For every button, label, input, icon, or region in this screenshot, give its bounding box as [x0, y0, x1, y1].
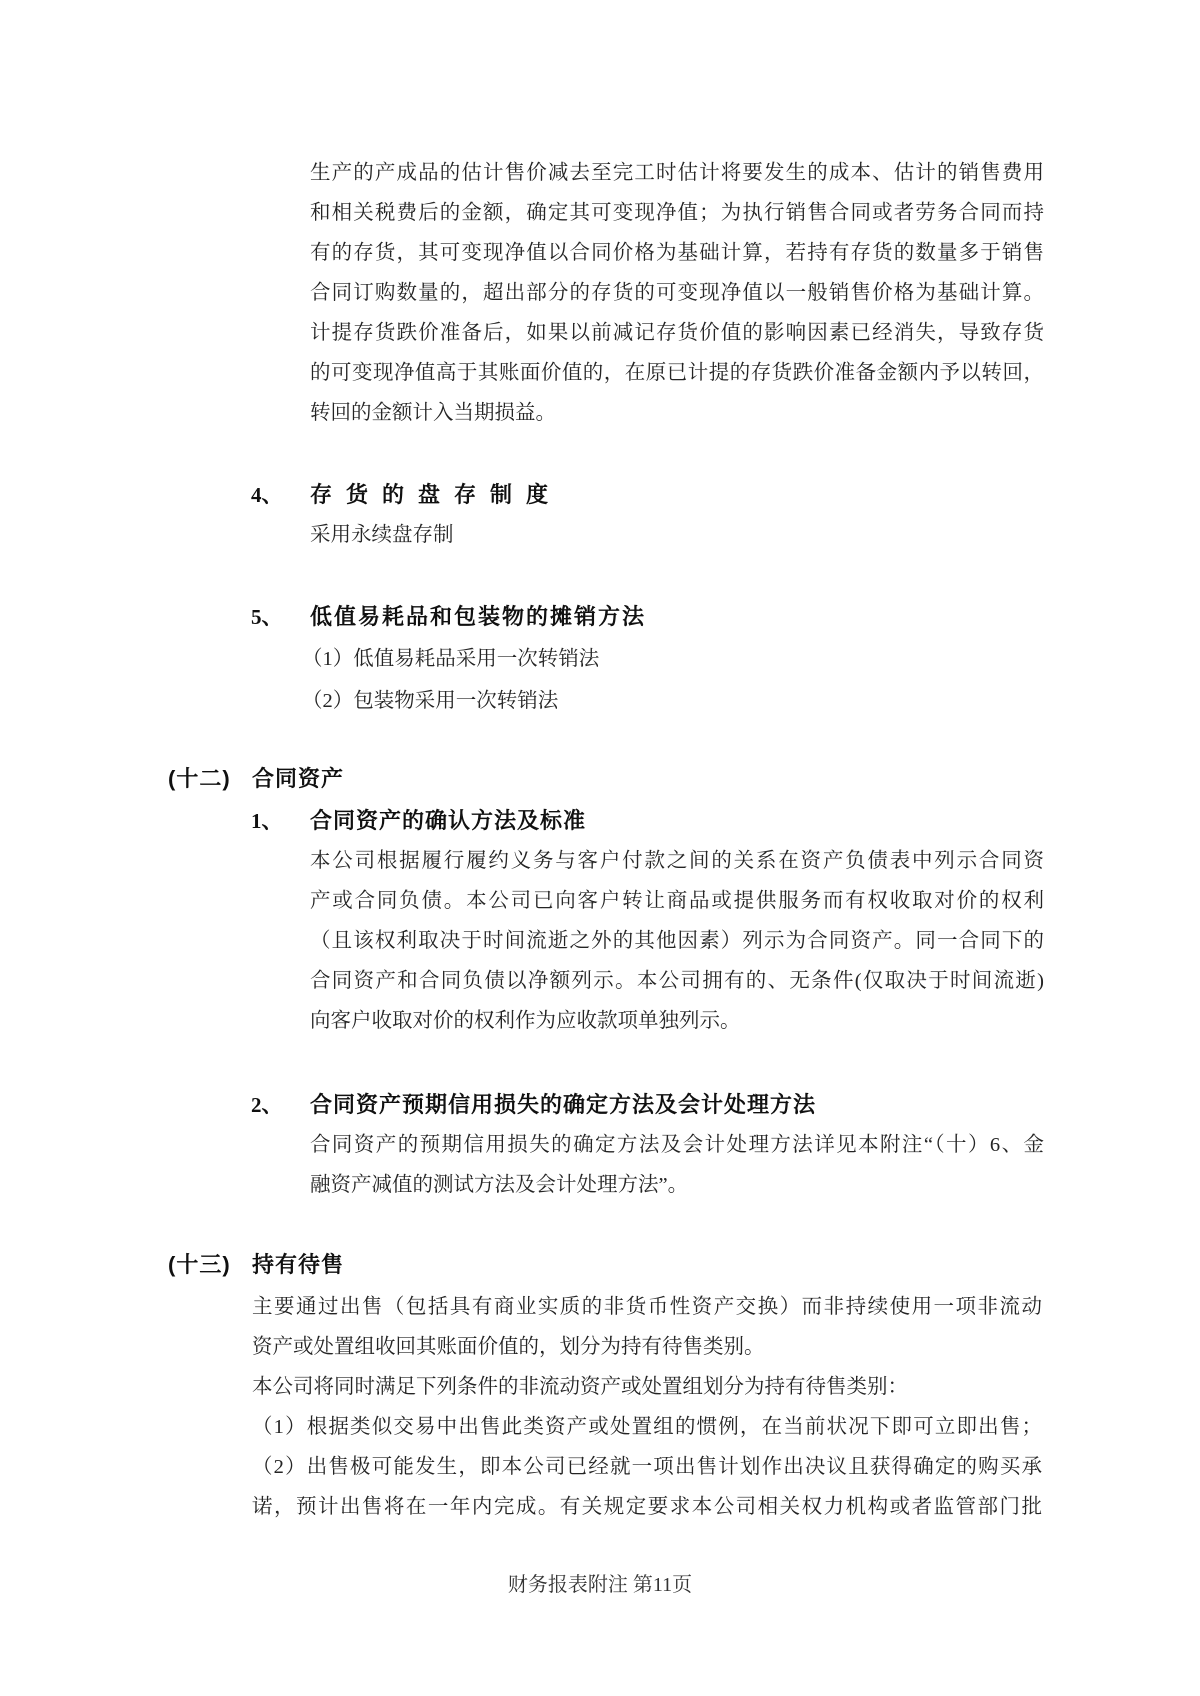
section-number: 1、 [251, 809, 283, 833]
body-line: 产或合同负债。本公司已向客户转让商品或提供服务而有权收取对价的权利 [310, 890, 1044, 912]
body-line: 向客户收取对价的权利作为应收款项单独列示。 [310, 1010, 741, 1032]
body-line: 诺，预计出售将在一年内完成。有关规定要求本公司相关权力机构或者监管部门批 [252, 1496, 1042, 1518]
paragraph-line: 生产的产成品的估计售价减去至完工时估计将要发生的成本、估计的销售费用 [310, 162, 1044, 184]
subsection-title: 合同资产预期信用损失的确定方法及会计处理方法 [310, 1092, 817, 1117]
page-footer: 财务报表附注 第11页 [507, 1574, 693, 1596]
paragraph-line: 转回的金额计入当期损益。 [310, 402, 556, 424]
section-title: 持有待售 [252, 1252, 345, 1277]
paragraph-line: 有的存货，其可变现净值以合同价格为基础计算，若持有存货的数量多于销售 [310, 242, 1044, 264]
paragraph-line: 的可变现净值高于其账面价值的，在原已计提的存货跌价准备金额内予以转回， [310, 362, 1044, 384]
body-line: 合同资产的预期信用损失的确定方法及会计处理方法详见本附注“（十）6、金 [310, 1134, 1044, 1156]
section-title: 低值易耗品和包装物的摊销方法 [310, 604, 647, 629]
section-number: 5、 [251, 605, 283, 629]
body-line: （2）出售极可能发生，即本公司已经就一项出售计划作出决议且获得确定的购买承 [252, 1456, 1042, 1478]
body-line: （且该权利取决于时间流逝之外的其他因素）列示为合同资产。同一合同下的 [310, 930, 1044, 952]
body-line: 采用永续盘存制 [310, 524, 454, 546]
section-number: 2、 [251, 1093, 283, 1117]
body-line: 合同资产和合同负债以净额列示。本公司拥有的、无条件(仅取决于时间流逝) [310, 970, 1044, 992]
body-line: 资产或处置组收回其账面价值的，划分为持有待售类别。 [252, 1336, 765, 1358]
subsection-title: 合同资产的确认方法及标准 [310, 808, 587, 833]
list-item: （2）包装物采用一次转销法 [302, 690, 559, 712]
paragraph-line: 和相关税费后的金额，确定其可变现净值；为执行销售合同或者劳务合同而持 [310, 202, 1044, 224]
section-title: 存货的盘存制度 [310, 482, 563, 507]
list-item: （1）低值易耗品采用一次转销法 [302, 648, 600, 670]
section-number: 4、 [251, 483, 283, 507]
body-line: 融资产减值的测试方法及会计处理方法”。 [310, 1174, 689, 1196]
section-label: (十二) [168, 766, 231, 791]
body-line: 本公司将同时满足下列条件的非流动资产或处置组划分为持有待售类别： [252, 1376, 908, 1398]
body-line: 主要通过出售（包括具有商业实质的非货币性资产交换）而非持续使用一项非流动 [252, 1296, 1042, 1318]
section-label: (十三) [168, 1252, 231, 1277]
paragraph-line: 合同订购数量的，超出部分的存货的可变现净值以一般销售价格为基础计算。 [310, 282, 1044, 304]
section-title: 合同资产 [252, 766, 345, 791]
paragraph-line: 计提存货跌价准备后，如果以前减记存货价值的影响因素已经消失，导致存货 [310, 322, 1044, 344]
body-line: （1）根据类似交易中出售此类资产或处置组的惯例，在当前状况下即可立即出售； [252, 1416, 1042, 1438]
body-line: 本公司根据履行履约义务与客户付款之间的关系在资产负债表中列示合同资 [310, 850, 1044, 872]
